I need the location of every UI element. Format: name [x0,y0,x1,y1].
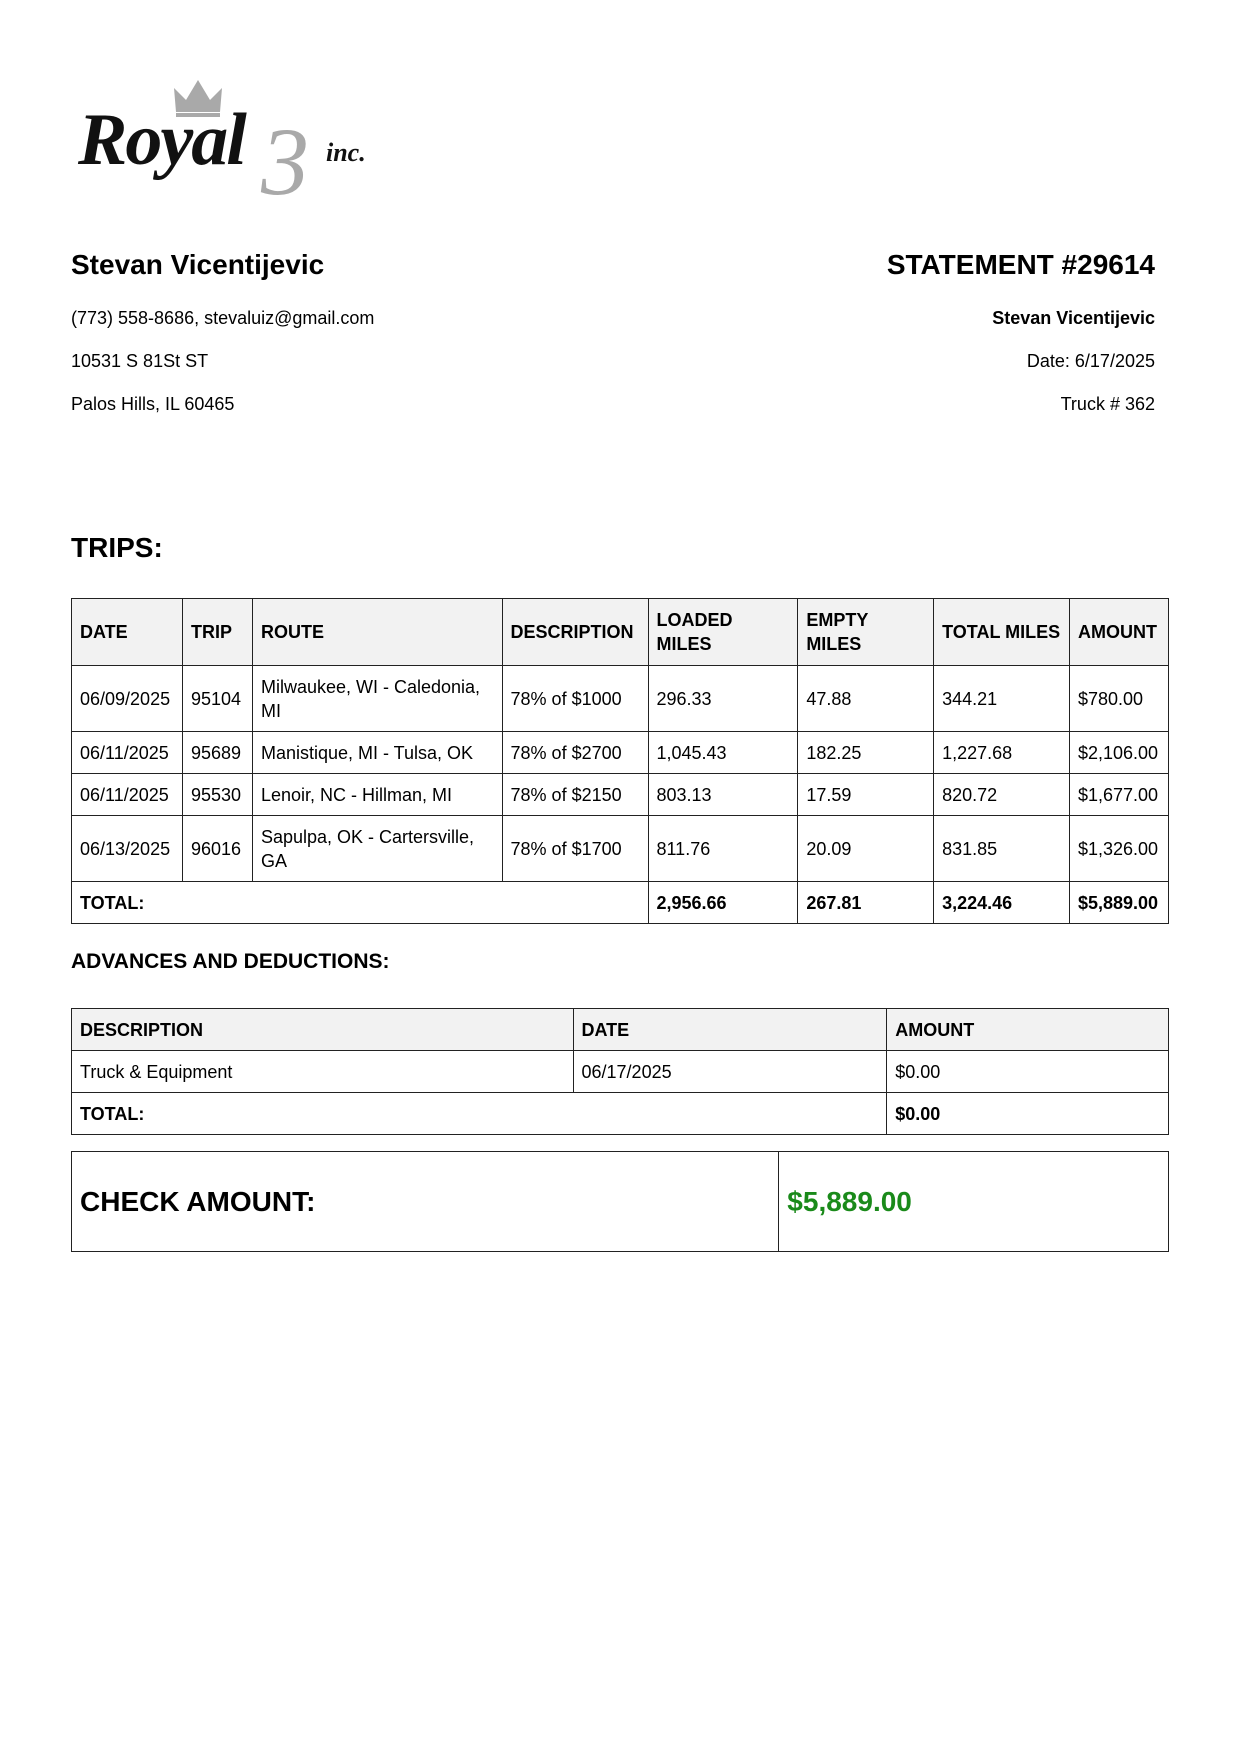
cell-date: 06/17/2025 [573,1051,887,1093]
advances-total-label: TOTAL: [72,1093,887,1135]
table-row [72,666,1169,732]
driver-info [71,248,374,437]
cell-description: Truck & Equipment [72,1051,574,1093]
logo-suffix: inc. [326,138,366,167]
cell-amount: $2,106.00 [1069,732,1168,774]
cell-date: 06/09/2025 [72,666,183,732]
logo-numeral: 3 [261,108,309,215]
trips-table [71,598,1169,924]
trips-total-label: TOTAL: [72,882,649,924]
col-header-date: DATE [573,1009,887,1051]
driver-contact: (773) 558-8686, stevaluiz@gmail.com [71,308,375,328]
cell-total-miles: 831.85 [934,816,1070,882]
check-amount-row [72,1152,1169,1252]
advances-total-amount: $0.00 [887,1093,1169,1135]
statement-info [887,248,1155,437]
table-row [72,1051,1169,1093]
col-header-empty-miles: EMPTY MILES [798,599,934,666]
cell-trip: 95104 [182,666,252,732]
cell-total-miles: 820.72 [934,774,1070,816]
cell-trip: 95689 [182,732,252,774]
cell-description: 78% of $1700 [502,816,648,882]
trips-section-title: TRIPS: [71,532,163,563]
cell-route: Milwaukee, WI - Caledonia, MI [252,666,502,732]
total-empty-miles: 267.81 [798,882,934,924]
col-header-route: ROUTE [252,599,502,666]
col-header-description: DESCRIPTION [72,1009,574,1051]
trips-total-row [72,882,1169,924]
col-header-description: DESCRIPTION [502,599,648,666]
cell-empty-miles: 20.09 [798,816,934,882]
cell-loaded-miles: 803.13 [648,774,798,816]
cell-route: Lenoir, NC - Hillman, MI [252,774,502,816]
statement-truck: Truck # 362 [1060,394,1155,414]
cell-loaded-miles: 1,045.43 [648,732,798,774]
table-row [72,774,1169,816]
driver-address-line2: Palos Hills, IL 60465 [71,394,235,414]
cell-amount: $1,326.00 [1069,816,1168,882]
table-row [72,732,1169,774]
check-amount-value: $5,889.00 [779,1152,1169,1252]
cell-date: 06/11/2025 [72,732,183,774]
col-header-amount: AMOUNT [887,1009,1169,1051]
cell-amount: $1,677.00 [1069,774,1168,816]
table-row [72,816,1169,882]
total-amount: $5,889.00 [1069,882,1168,924]
company-logo [78,78,388,215]
cell-date: 06/11/2025 [72,774,183,816]
statement-title: STATEMENT #29614 [886,249,1155,280]
total-loaded-miles: 2,956.66 [648,882,798,924]
driver-address-line1: 10531 S 81St ST [71,351,209,371]
col-header-loaded-miles: LOADED MILES [648,599,798,666]
cell-empty-miles: 182.25 [798,732,934,774]
advances-header-row [72,1009,1169,1051]
check-amount-table [71,1151,1169,1252]
cell-description: 78% of $2150 [502,774,648,816]
statement-driver-name: Stevan Vicentijevic [992,308,1155,328]
col-header-amount: AMOUNT [1069,599,1168,666]
advances-table [71,1008,1169,1135]
cell-trip: 96016 [182,816,252,882]
cell-description: 78% of $1000 [502,666,648,732]
cell-loaded-miles: 296.33 [648,666,798,732]
advances-section-title: ADVANCES AND DEDUCTIONS: [71,950,390,973]
cell-empty-miles: 17.59 [798,774,934,816]
advances-total-row [72,1093,1169,1135]
col-header-date: DATE [72,599,183,666]
check-amount-label: CHECK AMOUNT: [72,1152,779,1252]
cell-total-miles: 344.21 [934,666,1070,732]
total-total-miles: 3,224.46 [934,882,1070,924]
col-header-trip: TRIP [182,599,252,666]
cell-amount: $0.00 [887,1051,1169,1093]
cell-route: Manistique, MI - Tulsa, OK [252,732,502,774]
cell-trip: 95530 [182,774,252,816]
statement-date: Date: 6/17/2025 [1026,351,1155,371]
driver-name: Stevan Vicentijevic [71,249,325,280]
cell-date: 06/13/2025 [72,816,183,882]
col-header-total-miles: TOTAL MILES [934,599,1070,666]
cell-route: Sapulpa, OK - Cartersville, GA [252,816,502,882]
cell-description: 78% of $2700 [502,732,648,774]
cell-total-miles: 1,227.68 [934,732,1070,774]
cell-empty-miles: 47.88 [798,666,934,732]
cell-amount: $780.00 [1069,666,1168,732]
logo-script-text: Royal [78,99,245,181]
cell-loaded-miles: 811.76 [648,816,798,882]
trips-header-row [72,599,1169,666]
